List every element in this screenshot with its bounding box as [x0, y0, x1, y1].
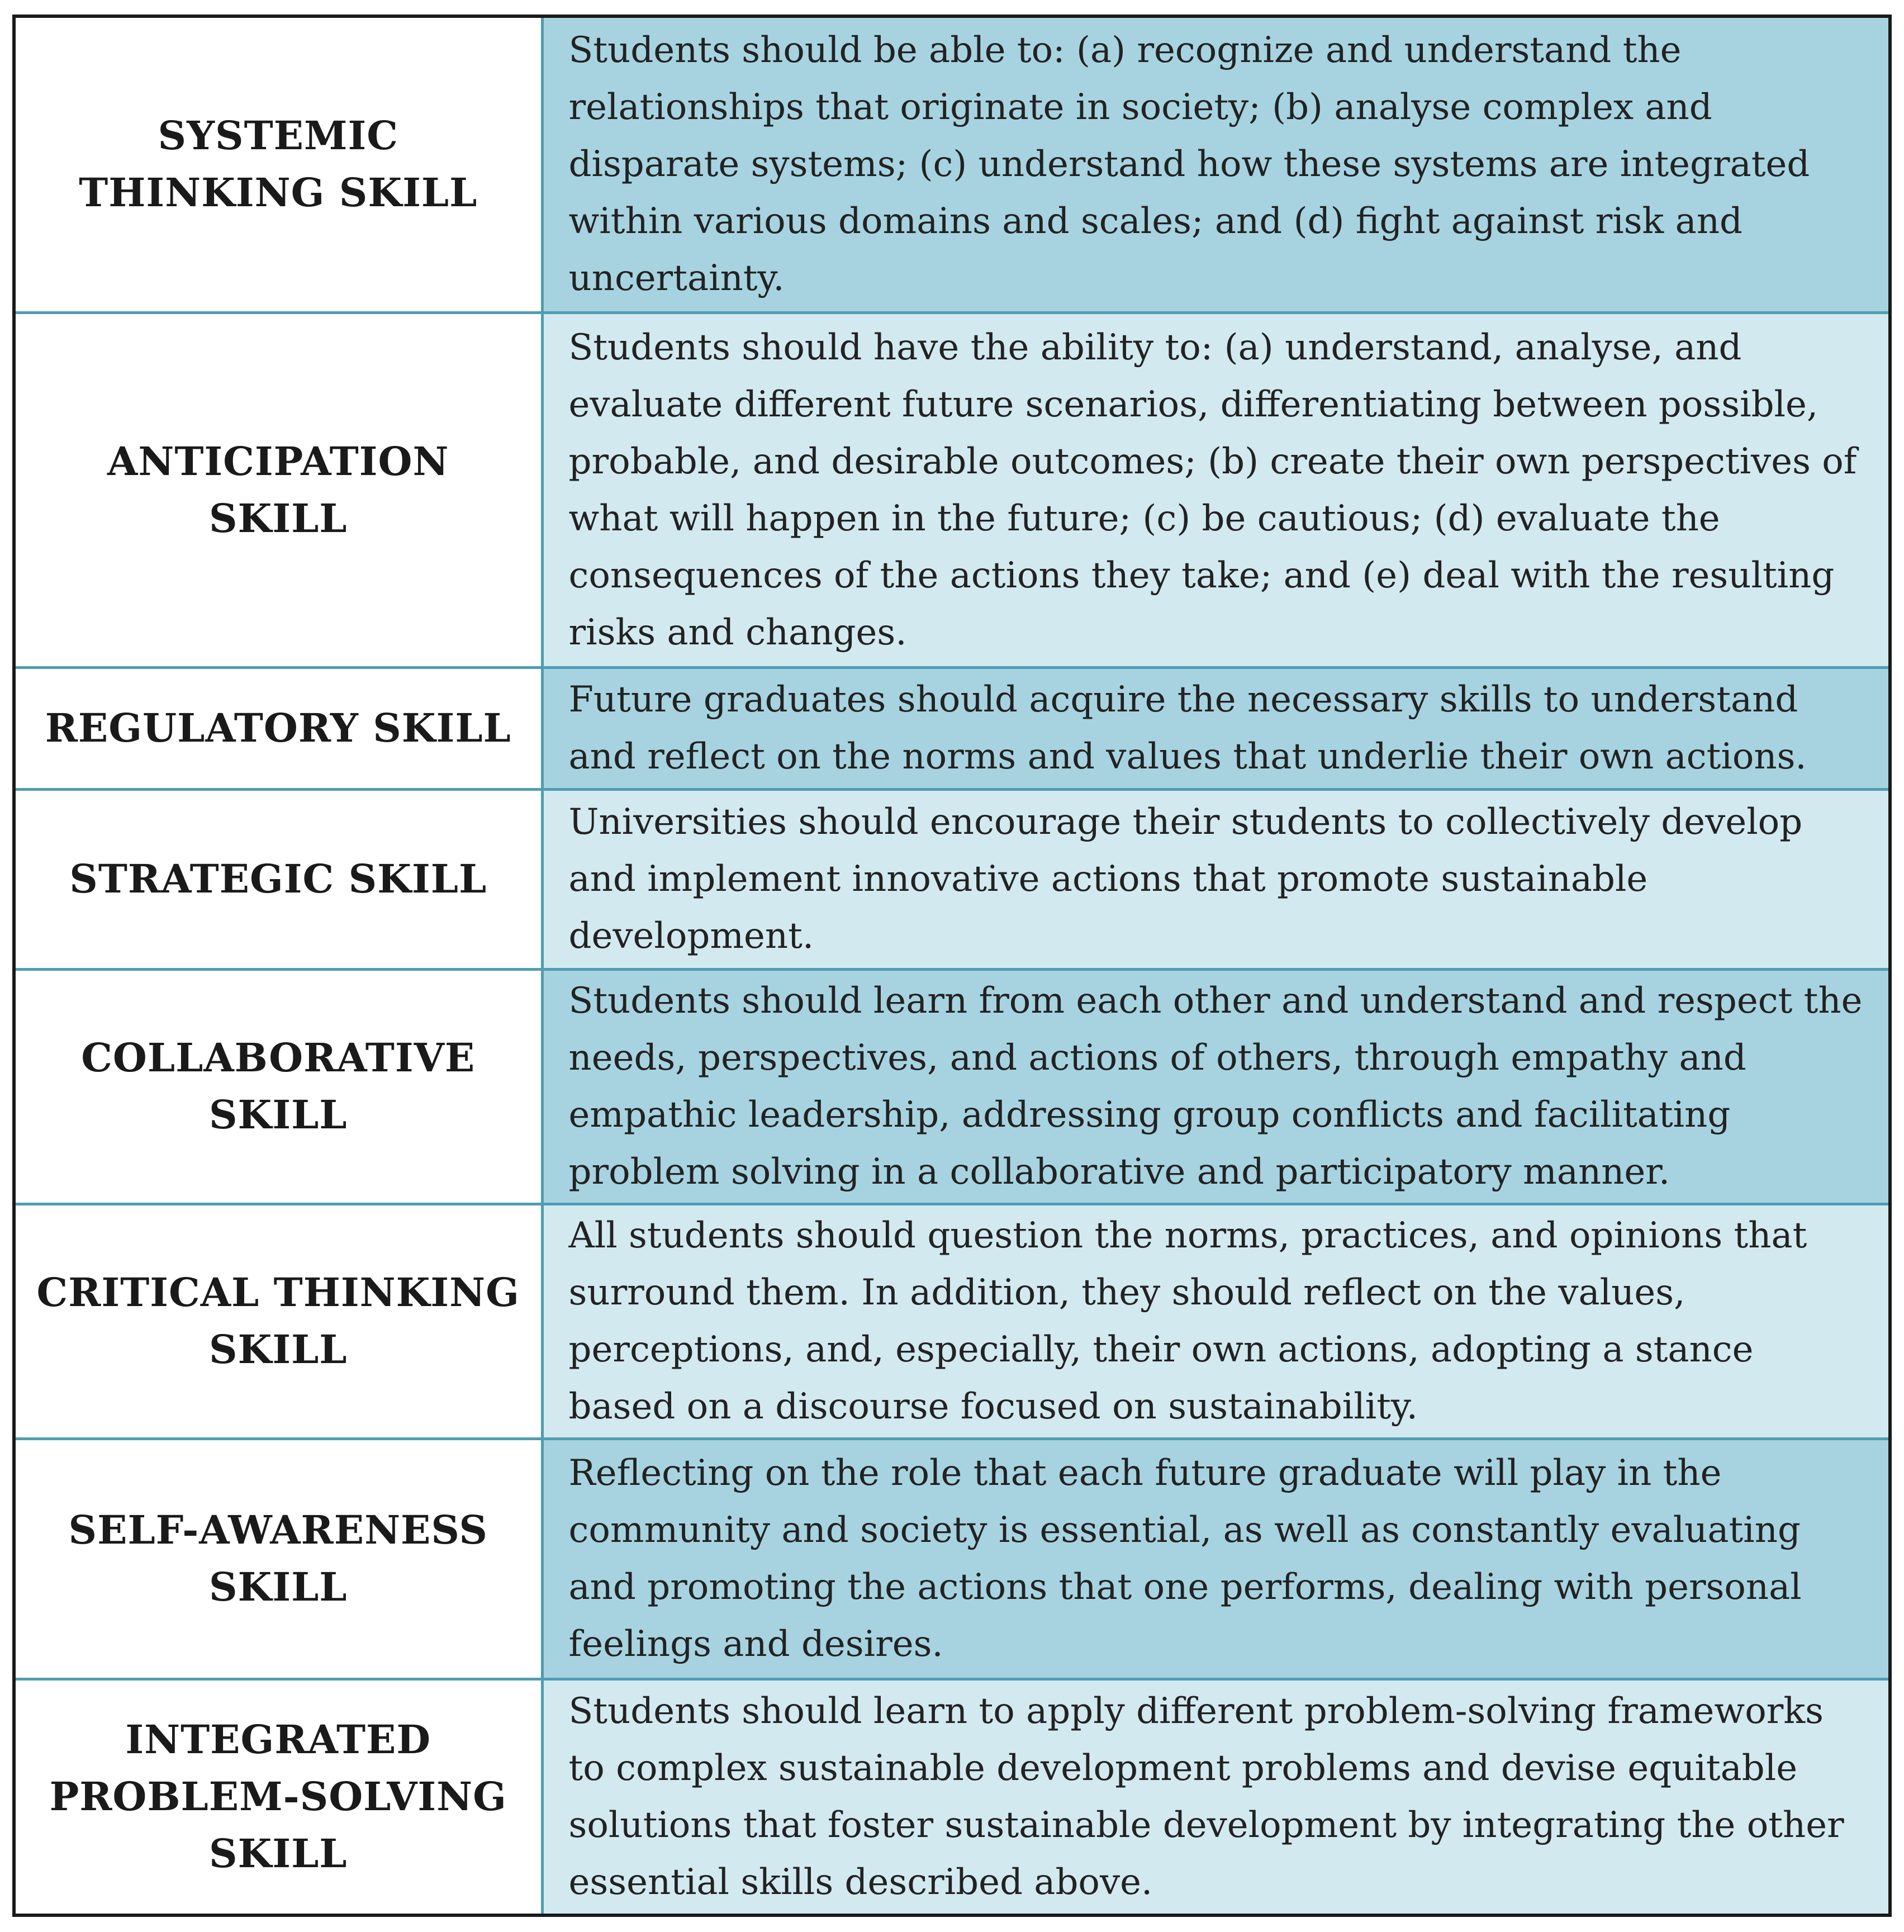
skills-table: [12, 15, 1892, 1917]
skill-name-regulatory: REGULATORY SKILL: [14, 667, 542, 789]
table-row: [14, 1439, 1890, 1679]
skill-name-strategic: STRATEGIC SKILL: [14, 789, 542, 969]
skill-description-critical-thinking: All students should question the norms, practices, and opinions that surround them. In addition, they should reflect on the values, perceptions, and, especially, their own actions, adopting a stance based on a discourse focused on sustainability.: [542, 1204, 1890, 1439]
table-row: [14, 1204, 1890, 1439]
table-row: [14, 16, 1890, 312]
table-row: [14, 789, 1890, 969]
skill-name-self-awareness: SELF-AWARENESS SKILL: [14, 1439, 542, 1679]
skill-description-regulatory: Future graduates should acquire the necessary skills to understand and reflect on the norms and values that underlie their own actions.: [542, 667, 1890, 789]
skill-description-strategic: Universities should encourage their students to collectively develop and implement innovative actions that promote sustainable development.: [542, 789, 1890, 969]
table-row: [14, 312, 1890, 667]
skill-name-anticipation: ANTICIPATION SKILL: [14, 312, 542, 667]
skill-description-integrated-problem-solving: Students should learn to apply different problem-solving frameworks to complex sustainable development problems and devise equitable solutions that foster sustainable development by integrating the other essential skills described above.: [542, 1679, 1890, 1915]
skill-name-critical-thinking: CRITICAL THINKING SKILL: [14, 1204, 542, 1439]
table-row: [14, 969, 1890, 1204]
skill-name-collaborative: COLLABORATIVE SKILL: [14, 969, 542, 1204]
table-row: [14, 667, 1890, 789]
skill-description-collaborative: Students should learn from each other and understand and respect the needs, perspectives, and actions of others, through empathy and empathic leadership, addressing group conflicts and facilitating problem solving in a collaborative and participatory manner.: [542, 969, 1890, 1204]
skill-description-systemic-thinking: Students should be able to: (a) recognize and understand the relationships that originate in society; (b) analyse complex and disparate systems; (c) understand how these systems are integrated within various domains and scales; and (d) fight against risk and uncertainty.: [542, 16, 1890, 312]
skill-name-integrated-problem-solving: INTEGRATED PROBLEM-SOLVING SKILL: [14, 1679, 542, 1915]
skill-name-systemic-thinking: SYSTEMIC THINKING SKILL: [14, 16, 542, 312]
skill-description-self-awareness: Reflecting on the role that each future graduate will play in the community and society is essential, as well as constantly evaluating and promoting the actions that one performs, dealing with personal feelings and desires.: [542, 1439, 1890, 1679]
skill-description-anticipation: Students should have the ability to: (a) understand, analyse, and evaluate different future scenarios, differentiating between possible, probable, and desirable outcomes; (b) create their own perspectives of what will happen in the future; (c) be cautious; (d) evaluate the consequences of the actions they take; and (e) deal with the resulting risks and changes.: [542, 312, 1890, 667]
table-row: [14, 1679, 1890, 1915]
